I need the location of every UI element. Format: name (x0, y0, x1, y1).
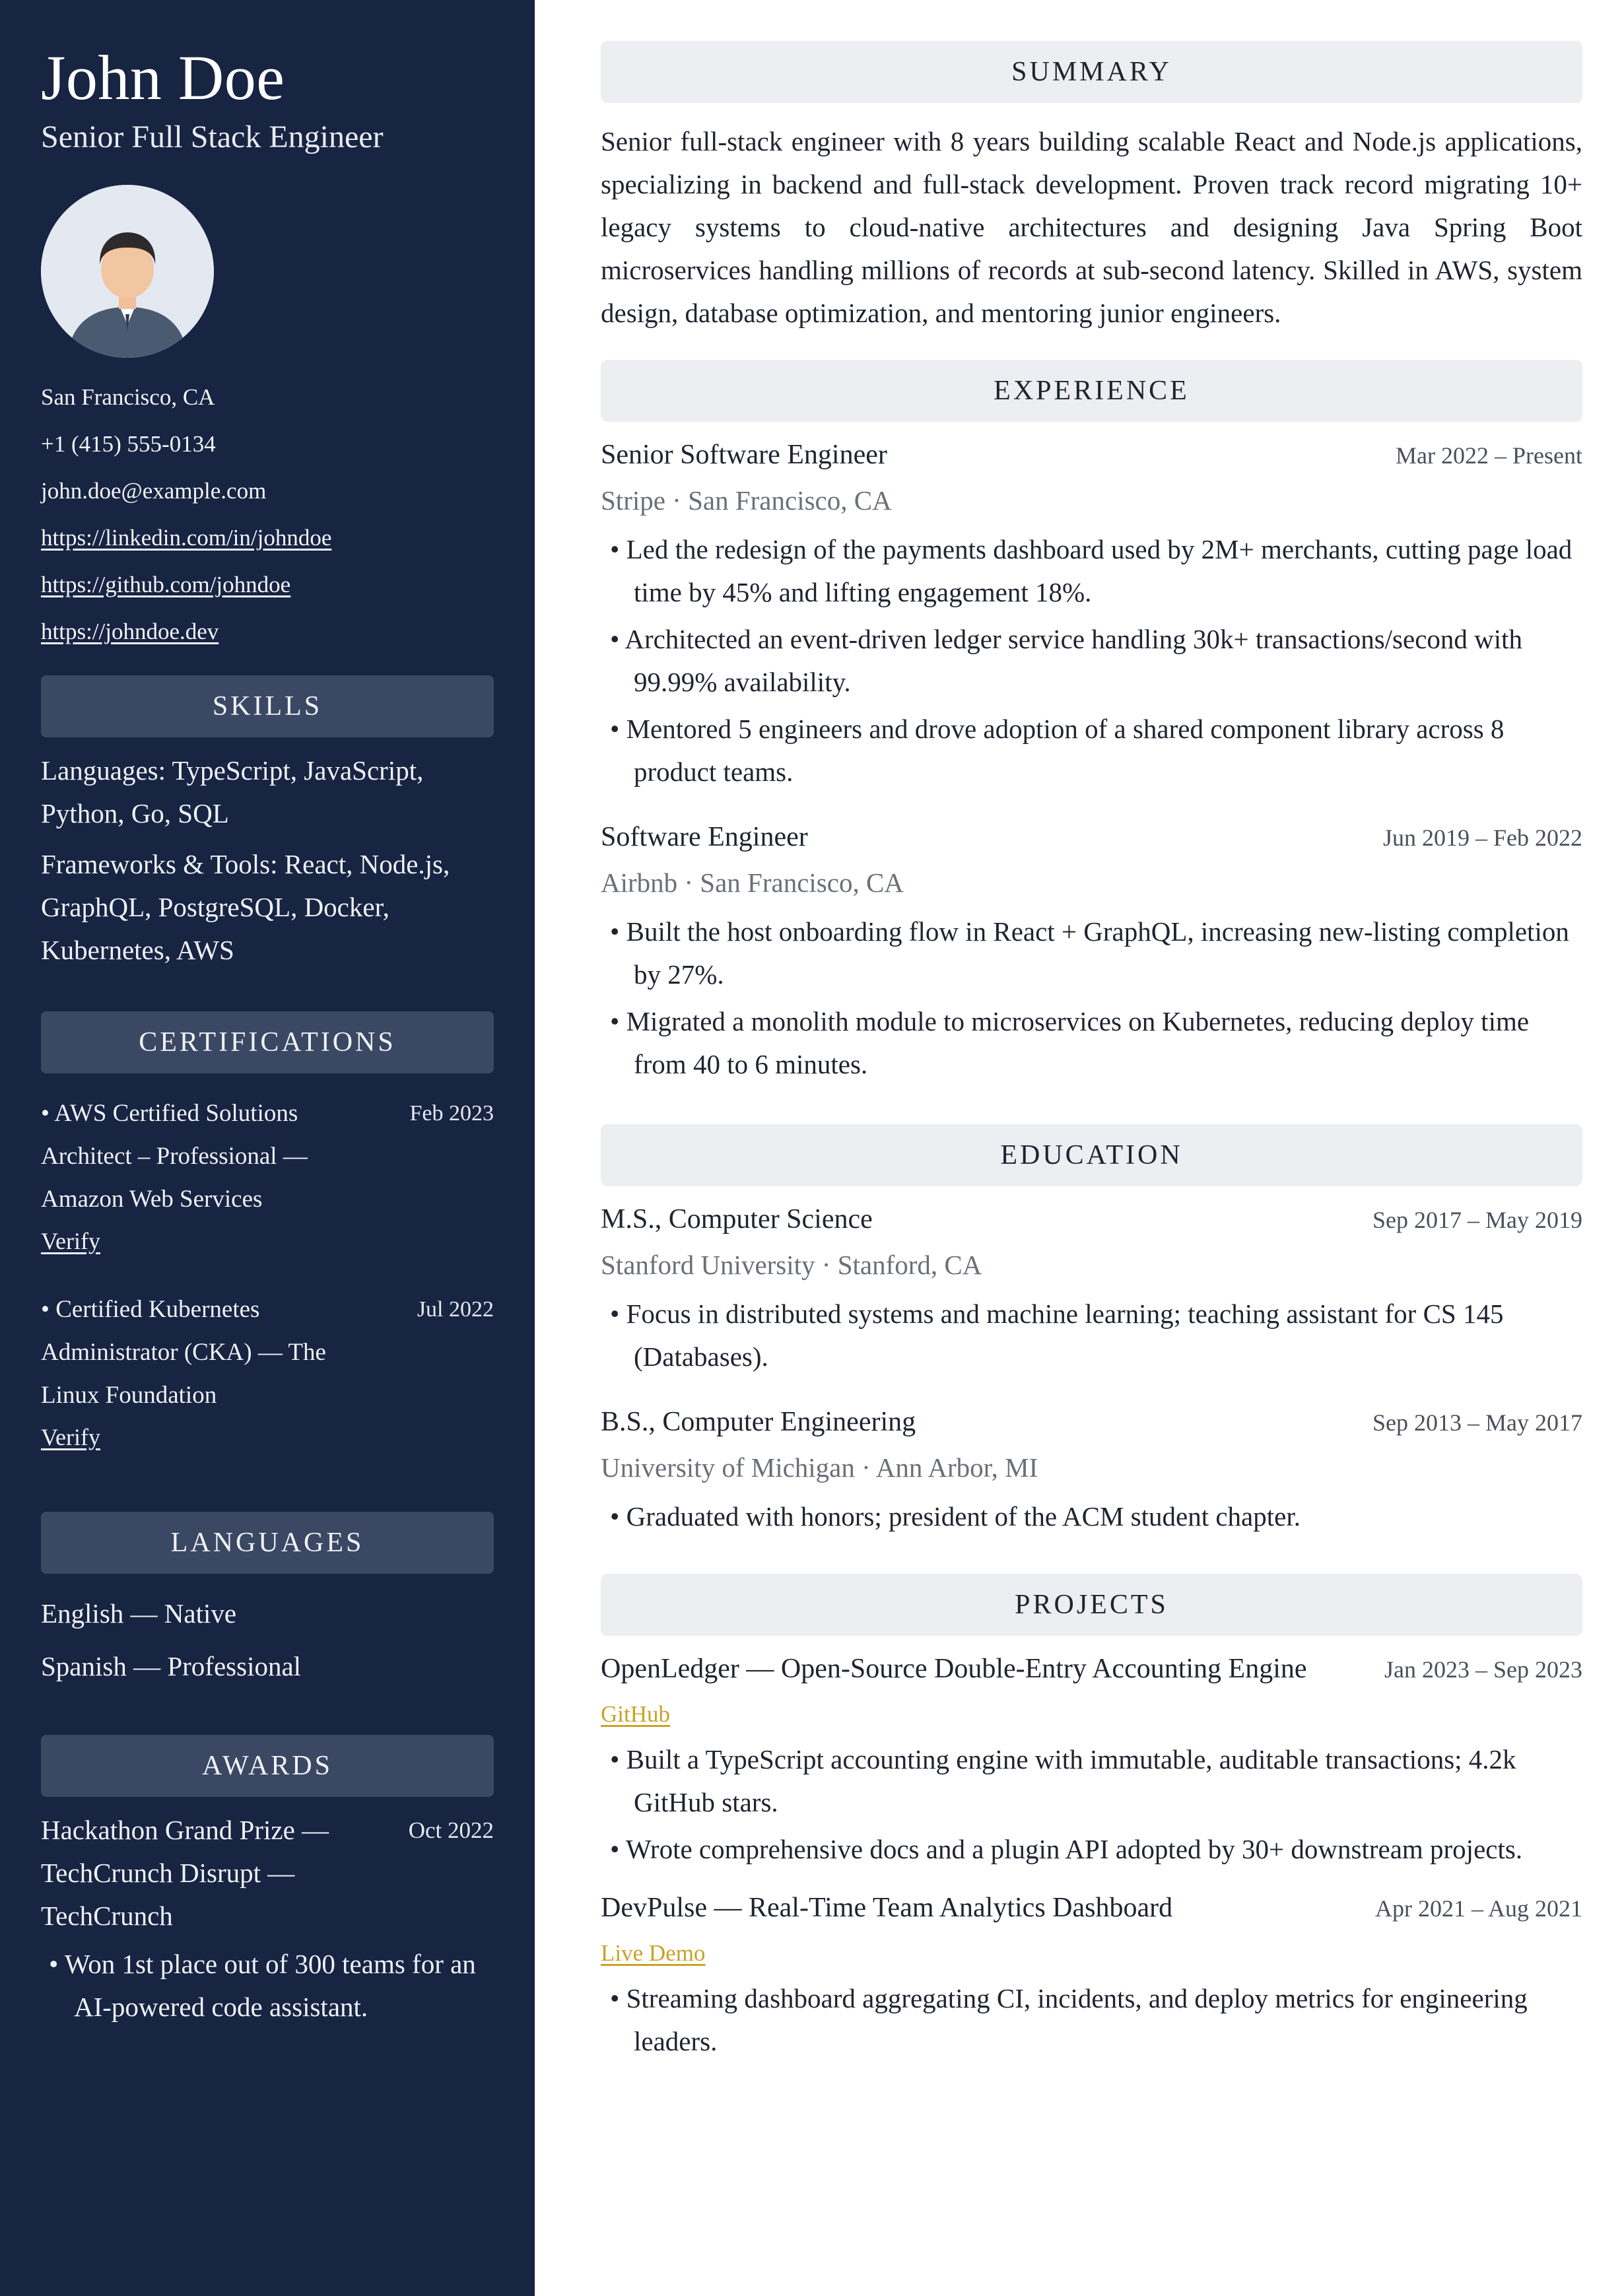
languages-list (41, 1587, 494, 1693)
linkedin-link[interactable]: https://linkedin.com/in/johndoe (41, 525, 332, 551)
candidate-name: John Doe (41, 42, 285, 113)
summary-heading: SUMMARY (601, 41, 1582, 103)
degree-dates: Sep 2013 – May 2017 (1372, 1409, 1582, 1436)
job-bullets (601, 528, 1582, 793)
website-link[interactable]: https://johndoe.dev (41, 619, 219, 644)
certification-title: • Certified Kubernetes Administrator (CKA) — The Linux Foundation (41, 1296, 326, 1409)
job-bullets (601, 910, 1582, 1086)
award-item (41, 1809, 494, 2029)
job-company: Stripe · San Francisco, CA (601, 485, 892, 516)
skills-heading: SKILLS (41, 675, 494, 737)
certification-item (41, 1288, 494, 1452)
experience-item (601, 435, 1582, 793)
degree-title: B.S., Computer Engineering (601, 1407, 916, 1437)
bullet-item: • Focus in distributed systems and machine learning; teaching assistant for CS 145 (Databases). (610, 1299, 1504, 1372)
project-dates: Apr 2021 – Aug 2021 (1375, 1895, 1582, 1922)
certification-date: Feb 2023 (409, 1101, 494, 1126)
bullet-item: • Architected an event-driven ledger service handling 30k+ transactions/second with 99.99% availability. (610, 624, 1523, 697)
bullet-item: • Led the redesign of the payments dashboard used by 2M+ merchants, cutting page load time by 45% and lifting engagement 18%. (610, 534, 1573, 607)
job-dates: Mar 2022 – Present (1396, 442, 1582, 469)
degree-title: M.S., Computer Science (601, 1204, 873, 1234)
education-heading: EDUCATION (601, 1124, 1582, 1186)
skill-frameworks: Frameworks & Tools: React, Node.js, GraphQL, PostgreSQL, Docker, Kubernetes, AWS (41, 849, 450, 965)
language-item: English — Native (41, 1598, 237, 1629)
awards-heading: AWARDS (41, 1735, 494, 1797)
project-demo-link[interactable]: Live Demo (601, 1940, 706, 1966)
school-name: University of Michigan · Ann Arbor, MI (601, 1452, 1038, 1483)
project-item (601, 1649, 1582, 1871)
contact-phone[interactable]: +1 (415) 555-0134 (41, 431, 216, 457)
verify-link[interactable]: Verify (41, 1424, 100, 1450)
education-item (601, 1199, 1582, 1378)
languages-heading: LANGUAGES (41, 1512, 494, 1574)
bullet-item: • Built a TypeScript accounting engine with immutable, auditable transactions; 4.2k GitHub stars. (610, 1744, 1516, 1817)
certifications-heading: CERTIFICATIONS (41, 1011, 494, 1073)
bullet-item: • Streaming dashboard aggregating CI, incidents, and deploy metrics for engineering leaders. (610, 1983, 1528, 2056)
certification-item (41, 1092, 494, 1256)
contact-block (41, 383, 494, 646)
degree-dates: Sep 2017 – May 2019 (1372, 1207, 1582, 1233)
main-content (601, 41, 1582, 2067)
skills-list (41, 749, 494, 972)
projects-heading: PROJECTS (601, 1574, 1582, 1636)
award-description: • Won 1st place out of 300 teams for an AI-powered code assistant. (49, 1949, 476, 2022)
education-item (601, 1402, 1582, 1538)
verify-link[interactable]: Verify (41, 1228, 100, 1254)
experience-heading: EXPERIENCE (601, 360, 1582, 422)
bullet-item: • Migrated a monolith module to microservices on Kubernetes, reducing deploy time from 40 to 6 minutes. (610, 1006, 1530, 1079)
job-title: Senior Software Engineer (601, 440, 887, 470)
bullet-item: • Wrote comprehensive docs and a plugin API adopted by 30+ downstream projects. (610, 1834, 1523, 1864)
project-title: OpenLedger — Open-Source Double-Entry Accounting Engine (601, 1654, 1307, 1684)
bullet-item: • Mentored 5 engineers and drove adoption of a shared component library across 8 product teams. (610, 714, 1505, 787)
project-item (601, 1888, 1582, 2063)
language-item: Spanish — Professional (41, 1651, 302, 1681)
person-avatar-icon (41, 185, 214, 358)
job-title: Software Engineer (601, 822, 808, 852)
job-company: Airbnb · San Francisco, CA (601, 867, 904, 898)
summary-text: Senior full-stack engineer with 8 years building scalable React and Node.js applications, specializing in backend and full-stack development. Proven track record migrating 10+ legacy systems to cloud-native architectures and designing Java Spring Boot microservices handling millions of records at sub-second latency. Skilled in AWS, system design, database optimization, and mentoring junior engineers. (601, 126, 1582, 328)
project-dates: Jan 2023 – Sep 2023 (1384, 1656, 1582, 1683)
project-title: DevPulse — Real-Time Team Analytics Dashboard (601, 1893, 1173, 1923)
project-github-link[interactable]: GitHub (601, 1701, 670, 1727)
experience-item (601, 817, 1582, 1086)
contact-email[interactable]: john.doe@example.com (41, 478, 267, 504)
award-title: Hackathon Grand Prize — TechCrunch Disrupt — TechCrunch (41, 1815, 329, 1931)
sidebar (0, 0, 535, 2296)
github-link[interactable]: https://github.com/johndoe (41, 572, 291, 597)
bullet-item: • Built the host onboarding flow in React + GraphQL, increasing new-listing completion by 27%. (610, 916, 1569, 990)
skill-languages: Languages: TypeScript, JavaScript, Python, Go, SQL (41, 755, 424, 828)
job-dates: Jun 2019 – Feb 2022 (1382, 825, 1582, 851)
bullet-item: • Graduated with honors; president of the ACM student chapter. (610, 1501, 1301, 1532)
contact-location: San Francisco, CA (41, 384, 215, 410)
candidate-title: Senior Full Stack Engineer (41, 119, 384, 154)
certification-title: • AWS Certified Solutions Architect – Professional — Amazon Web Services (41, 1100, 308, 1213)
school-name: Stanford University · Stanford, CA (601, 1250, 982, 1280)
certification-date: Jul 2022 (417, 1297, 494, 1322)
award-date: Oct 2022 (408, 1817, 494, 1843)
